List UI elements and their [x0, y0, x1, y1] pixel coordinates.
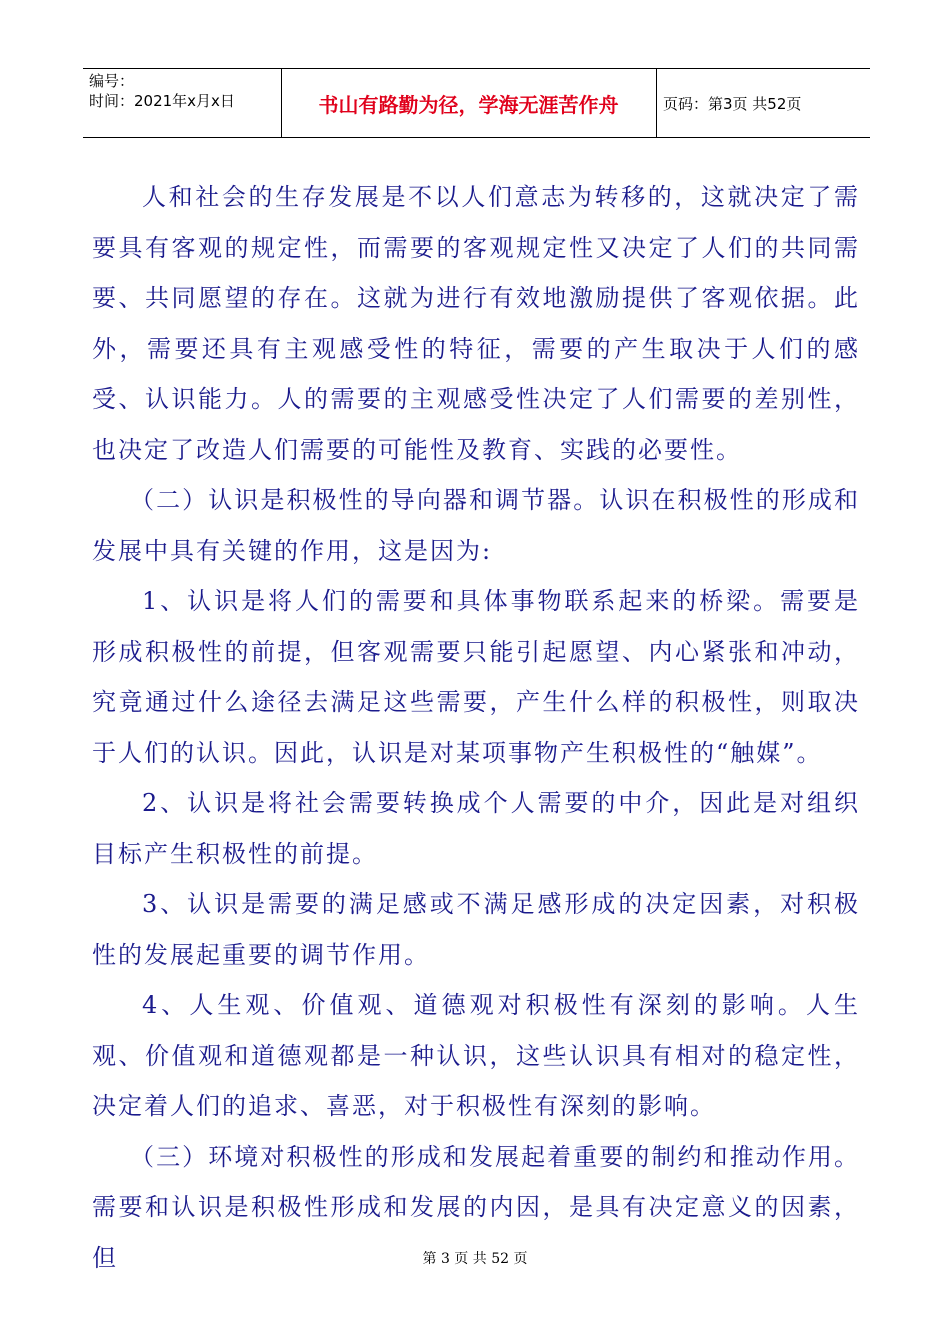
header-divider	[656, 69, 657, 137]
document-body	[92, 172, 860, 1283]
page-footer: 第 3 页 共 52 页	[422, 1251, 528, 1267]
list-item-paragraph: 4、人生观、价值观、道德观对积极性有深刻的影响。人生观、价值观和道德观都是一种认识，这些认识具有相对的稳定性，决定着人们的追求、喜恶，对于积极性有深刻的影响。	[92, 991, 860, 1120]
header-page-info: 页码：第3页 共52页	[663, 94, 802, 113]
page-header	[83, 68, 870, 138]
section-heading-paragraph: （二）认识是积极性的导向器和调节器。认识在积极性的形成和发展中具有关键的作用，这是因为:	[92, 486, 860, 565]
list-item-paragraph: 2、认识是将社会需要转换成个人需要的中介，因此是对组织目标产生积极性的前提。	[92, 789, 860, 868]
list-item-paragraph: 3、认识是需要的满足感或不满足感形成的决定因素，对积极性的发展起重要的调节作用。	[92, 890, 860, 969]
header-motto: 书山有路勤为径，学海无涯苦作舟	[318, 92, 619, 117]
document-time-label: 时间：2021年x月x日	[89, 92, 235, 110]
document-number-label: 编号：	[89, 72, 135, 90]
header-meta	[89, 71, 279, 111]
paragraph: 人和社会的生存发展是不以人们意志为转移的，这就决定了需要具有客观的规定性，而需要的客观规定性又决定了人们的共同需要、共同愿望的存在。这就为进行有效地激励提供了客观依据。此外，需要还具有主观感受性的特征，需要的产生取决于人们的感受、认识能力。人的需要的主观感受性决定了人们需要的差别性，也决定了改造人们需要的可能性及教育、实践的必要性。	[92, 183, 860, 464]
list-item-paragraph: 1、认识是将人们的需要和具体事物联系起来的桥梁。需要是形成积极性的前提，但客观需要只能引起愿望、内心紧张和冲动，究竟通过什么途径去满足这些需要，产生什么样的积极性，则取决于人们的认识。因此，认识是对某项事物产生积极性的“触媒”。	[92, 587, 860, 767]
section-heading-paragraph: （三）环境对积极性的形成和发展起着重要的制约和推动作用。需要和认识是积极性形成和发展的内因，是具有决定意义的因素，但	[92, 1142, 860, 1272]
